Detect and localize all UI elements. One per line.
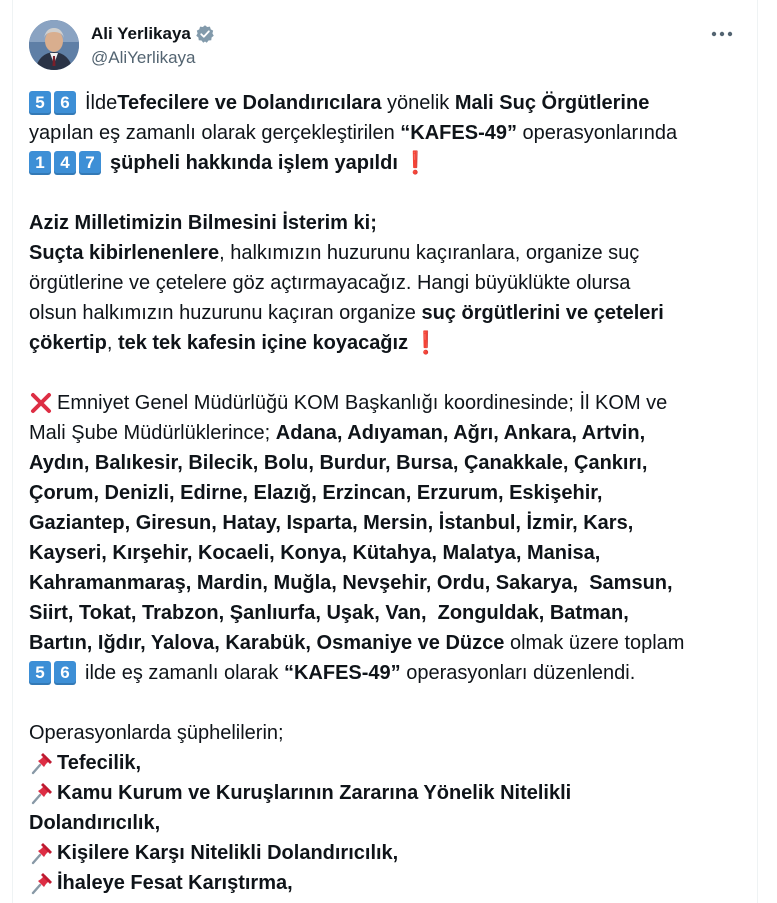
cross-mark-icon <box>29 391 53 415</box>
tweet-line <box>29 748 741 778</box>
tweet-line <box>29 778 741 808</box>
tweet-line <box>29 598 741 628</box>
bold-text: Tefecilik, <box>57 752 142 774</box>
bold-text: Gaziantep, Giresun, Hatay, Isparta, Mersin, İstanbul, İzmir, Kars, <box>29 512 634 534</box>
text-span: olmak üzere toplam <box>504 632 685 654</box>
text-span: İlde <box>85 92 118 114</box>
bold-text: şüpheli hakkında işlem yapıldı <box>110 152 398 174</box>
tweet-line <box>29 388 741 418</box>
text-span: , <box>106 332 118 354</box>
bold-text: İhaleye Fesat Karıştırma, <box>57 872 293 894</box>
tweet-line <box>29 118 741 148</box>
tweet-line <box>29 568 741 598</box>
bold-text: “KAFES-49” <box>400 122 517 144</box>
text-span: örgütlerine ve çetelere göz açtırmayacağız. Hangi büyüklükte olursa <box>29 272 631 294</box>
bold-text: Kahramanmaraş, Mardin, Muğla, Nevşehir, Ordu, Sakarya, Samsun, <box>29 572 673 594</box>
tweet-line <box>29 448 741 478</box>
number-emoji-group <box>29 151 104 175</box>
text-span: ilde eş zamanlı olarak <box>85 662 284 684</box>
tweet-line <box>29 478 741 508</box>
keycap-digit: 1 <box>29 151 51 175</box>
bold-text: Kişilere Karşı Nitelikli Dolandırıcılık, <box>57 842 399 864</box>
bold-text: Kayseri, Kırşehir, Kocaeli, Konya, Kütahya, Malatya, Manisa, <box>29 542 601 564</box>
tweet-line <box>29 328 741 358</box>
tweet-line <box>29 628 741 658</box>
number-emoji-group <box>29 661 79 685</box>
bold-text: Dolandırıcılık, <box>29 812 161 834</box>
tweet-line <box>29 898 741 903</box>
keycap-digit: 7 <box>79 151 101 175</box>
tweet-line <box>29 88 741 118</box>
bold-text: çökertip <box>29 332 107 354</box>
avatar[interactable] <box>29 20 79 70</box>
pushpin-icon <box>29 870 55 896</box>
tweet-line <box>29 538 741 568</box>
author-handle[interactable]: @AliYerlikaya <box>91 48 196 67</box>
text-span: operasyonlarında <box>517 122 678 144</box>
text-span: olsun halkımızın huzurunu kaçıran organize <box>29 302 422 324</box>
bold-text: Bartın, Iğdır, Yalova, Karabük, Osmaniye ve Düzce <box>29 632 505 654</box>
tweet-line <box>29 658 741 688</box>
tweet-header <box>29 20 741 72</box>
tweet-line <box>29 268 741 298</box>
bold-text: Suçta kibirlenenlere <box>29 242 220 264</box>
verified-badge-icon <box>195 24 215 44</box>
more-options-icon[interactable] <box>707 22 737 46</box>
bold-text: Adana, Adıyaman, Ağrı, Ankara, Artvin, <box>275 422 646 444</box>
text-span: yönelik <box>381 92 455 114</box>
keycap-digit: 5 <box>29 91 51 115</box>
pushpin-icon <box>29 750 55 776</box>
pushpin-icon <box>29 840 55 866</box>
tweet-text <box>29 88 741 903</box>
pushpin-icon <box>29 780 55 806</box>
bold-text: Mali Suç Örgütlerine <box>454 92 650 114</box>
bold-text: Aydın, Balıkesir, Bilecik, Bolu, Burdur, Bursa, Çanakkale, Çankırı, <box>29 452 648 474</box>
bold-text: Siirt, Tokat, Trabzon, Şanlıurfa, Uşak, Van, Zonguldak, Batman, <box>29 602 629 624</box>
text-span: , halkımızın huzurunu kaçıranlara, organize suç <box>219 242 640 264</box>
tweet-line <box>29 208 741 238</box>
author-info <box>91 23 215 68</box>
tweet-line <box>29 298 741 328</box>
exclamation-icon: ❗ <box>412 330 440 355</box>
bold-text: “KAFES-49” <box>283 662 401 684</box>
bold-text: suç örgütlerini ve çeteleri <box>421 302 664 324</box>
bold-text: Aziz Milletimizin Bilmesini İsterim ki; <box>29 212 377 234</box>
tweet-line <box>29 808 741 838</box>
tweet-line <box>29 418 741 448</box>
text-span: yapılan eş zamanlı olarak gerçekleştirilen <box>29 122 401 144</box>
keycap-digit: 5 <box>29 661 51 685</box>
keycap-digit: 6 <box>54 91 76 115</box>
number-emoji-group <box>29 91 79 115</box>
tweet-line <box>29 868 741 898</box>
keycap-digit: 6 <box>54 661 76 685</box>
tweet-line <box>29 718 741 748</box>
text-span: Emniyet Genel Müdürlüğü KOM Başkanlığı koordinesinde; İl KOM ve <box>57 392 668 414</box>
exclamation-icon: ❗ <box>401 150 430 175</box>
text-span: Operasyonlarda şüphelilerin; <box>29 722 284 744</box>
bold-text: tek tek kafesin içine koyacağız <box>117 332 409 354</box>
keycap-digit: 4 <box>54 151 76 175</box>
text-span: Mali Şube Müdürlüklerince; <box>29 422 276 444</box>
author-name[interactable]: Ali Yerlikaya <box>91 24 191 43</box>
bold-text: Çorum, Denizli, Edirne, Elazığ, Erzincan, Erzurum, Eskişehir, <box>29 482 603 504</box>
tweet-line <box>29 838 741 868</box>
tweet-line <box>29 148 741 178</box>
bold-text: Tefecilere ve Dolandırıcılara <box>117 92 382 114</box>
tweet-line <box>29 508 741 538</box>
text-span: operasyonları düzenlendi. <box>400 662 636 684</box>
tweet-line <box>29 238 741 268</box>
avatar-image <box>29 20 79 70</box>
bold-text: Kamu Kurum ve Kuruşlarının Zararına Yönelik Nitelikli <box>57 782 572 804</box>
tweet-card <box>12 0 758 903</box>
